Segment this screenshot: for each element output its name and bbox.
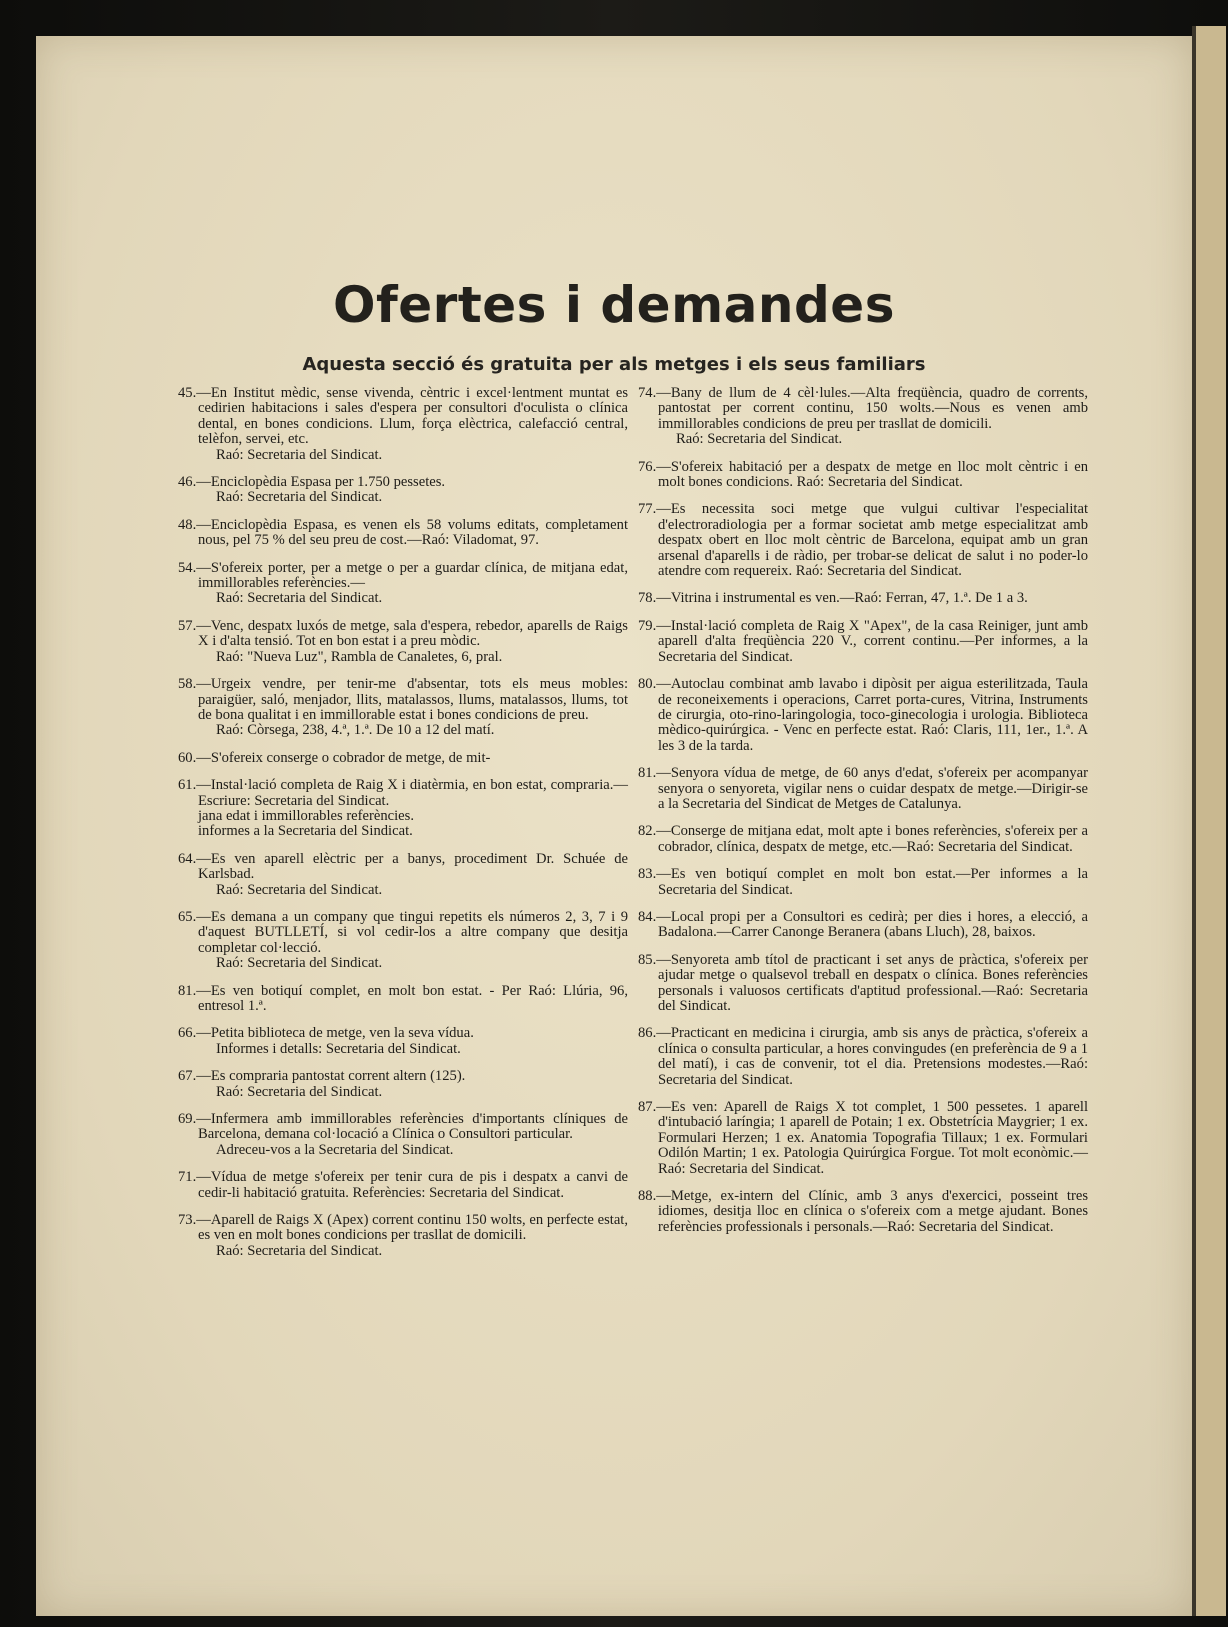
entry-number: 74. [638,385,657,401]
classified-entry [178,1069,628,1100]
classified-entry [178,518,628,549]
classified-entry [638,460,1088,491]
entry-text: —Instal·lació completa de Raig X i diatèrmia, en bon estat, compraria.—Escriure: Secretaria del Sindicat. [196,777,628,809]
entry-contact: Raó: Secretaria del Sindicat. [216,881,383,898]
entry-text: —En Institut mèdic, sense vivenda, cèntric i excel·lentment muntat es cedirien habitacions i sales d'espera per consultori d'oculista o clínica dental, en bones condicions. Llum, força elèctrica, calefacció central, telèfon, servei, etc. [196,385,628,448]
entry-number: 78. [638,590,657,607]
classified-entry [638,619,1088,665]
entry-text: —Metge, ex-intern del Clínic, amb 3 anys d'exercici, posseint tres idiomes, desitja lloc en clínica o s'ofereix com a metge ajudant. Bones referències professionals i personals.—Raó: Secretaria del Sindicat. [656,1188,1088,1235]
entry-number: 65. [178,908,197,925]
classified-entry [178,751,628,766]
classified-entry [178,1112,628,1158]
entry-text: —Es compraria pantostat corrent altern (125). [196,1068,466,1085]
document-page [36,36,1192,1616]
entry-text: —Infermera amb immillorables referències d'importants clíniques de Barcelona, demana col·locació a Clínica o Consultori particular. [196,1111,628,1143]
classified-entry [178,1170,628,1201]
classified-entry [178,910,628,972]
entry-contact: Raó: Secretaria del Sindicat. [216,1083,383,1100]
classified-entry [178,677,628,739]
classified-entry [638,824,1088,855]
right-column [638,386,1088,1247]
entry-contact: Informes i detalls: Secretaria del Sindicat. [216,1040,461,1057]
entry-text: —S'ofereix habitació per a despatx de metge en lloc molt cèntric i en molt bones condicions. Raó: Secretaria del Sindicat. [656,458,1088,491]
entry-text: —Enciclopèdia Espasa, es venen els 58 volums editats, completament nous, pel 75 % del seu preu de cost.—Raó: Viladomat, 97. [196,516,628,549]
entry-number: 88. [638,1188,657,1205]
entry-number: 57. [178,617,197,634]
classified-entry [638,1026,1088,1088]
entry-text: —Es necessita soci metge que vulgui cultivar l'especialitat d'electroradiologia per a formar societat amb metge especialitzat amb despatx obert en lloc molt cèntric de Barcelona, equipat amb un gran arsenal d'aparells i de ràdio, per trobar-se delicat de salut i no poder-lo atendre com requereix. Raó: Secretaria del Sindicat. [656,501,1088,580]
entry-number: 64. [178,850,197,867]
entry-extra-line: jana edat i immillorables referències. [198,807,414,824]
entry-contact: Raó: Secretaria del Sindicat. [676,431,843,448]
entry-text: —S'ofereix conserge o cobrador de metge, de mit- [196,749,491,766]
classified-entry [178,619,628,665]
entry-text: —Venc, despatx luxós de metge, sala d'espera, rebedor, aparells de Raigs X i d'alta tensió. Tot en bon estat i a preu mòdic. [196,617,628,650]
entry-number: 67. [178,1068,197,1085]
entry-text: —Local propi per a Consultori es cedirà; per dies i hores, a elecció, a Badalona.—Carrer Canonge Beranera (abans Lluch), 28, baixos. [656,908,1088,941]
classified-entry [638,591,1088,606]
entry-number: 79. [638,617,657,634]
entry-number: 82. [638,823,657,840]
entry-contact: Raó: Secretaria del Sindicat. [216,489,383,506]
entry-number: 80. [638,676,657,693]
entry-text: —Enciclopèdia Espasa per 1.750 pessetes. [196,474,446,491]
left-column [178,386,628,1271]
classified-entry [638,386,1088,448]
classified-entry [638,766,1088,812]
entry-text: —Vitrina i instrumental es ven.—Raó: Ferran, 47, 1.ª. De 1 a 3. [656,590,1028,607]
classified-entry [638,1189,1088,1235]
classified-entry [178,778,628,840]
entry-text: —S'ofereix porter, per a metge o per a guardar clínica, de mitjana edat, immillorables referències.— [196,559,628,592]
entry-text: —Bany de llum de 4 cèl·lules.—Alta freqüència, quadro de corrents, pantostat per corrent continu, 150 wolts.—Nous es venen amb immillorables condicions de preu per trasllat de domicili. [656,385,1088,432]
entry-contact: Raó: Secretaria del Sindicat. [216,1242,383,1259]
classified-entry [178,561,628,607]
entry-number: 85. [638,951,657,968]
entry-contact: Raó: Secretaria del Sindicat. [216,590,383,607]
classified-entry [178,852,628,898]
entry-number: 81. [638,765,657,782]
classified-entry [638,953,1088,1015]
entry-number: 84. [638,908,657,925]
adjacent-page-edge [1192,26,1226,1616]
entry-number: 76. [638,458,657,475]
classified-entry [638,677,1088,754]
entry-contact: Raó: Secretaria del Sindicat. [216,955,383,972]
entry-text: —Instal·lació completa de Raig X "Apex", de la casa Reiniger, junt amb aparell d'alta freqüència 220 V., corrent continu.—Per informes, a la Secretaria del Sindicat. [656,617,1088,665]
entry-contact: Adreceu-vos a la Secretaria del Sindicat. [216,1141,454,1158]
entry-text: —Aparell de Raigs X (Apex) corrent continu 150 wolts, en perfecte estat, es ven en molt bones condicions per trasllat de domicili. [196,1212,628,1244]
entry-number: 60. [178,749,197,766]
classified-entry [638,867,1088,898]
entry-number: 81. [178,982,197,999]
entry-contact: Raó: "Nueva Luz", Rambla de Canaletes, 6, pral. [216,648,503,665]
entry-number: 83. [638,866,657,883]
entry-text: —Conserge de mitjana edat, molt apte i bones referències, s'ofereix per a cobrador, clínica, despatx de metge, etc.—Raó: Secretaria del Sindicat. [656,823,1088,855]
entry-number: 46. [178,474,197,491]
entry-extra-line: informes a la Secretaria del Sindicat. [198,823,413,840]
classified-entry [178,475,628,506]
entry-text: —Autoclau combinat amb lavabo i dipòsit per aigua esterilitzada, Taula de reconeixements i operacions, Carret porta-cures, Vitrina, Instruments de cirurgia, oto-rino-laringologia, toco-ginecologia i urologia. Biblioteca mèdico-quirúrgica. - Venc en perfecte estat. Raó: Claris, 111, 1er., 1.ª. A les 3 de la tarda. [656,676,1088,754]
entry-number: 87. [638,1099,657,1116]
entry-text: —Es ven aparell elèctric per a banys, procediment Dr. Schuée de Karlsbad. [196,850,628,883]
entry-number: 66. [178,1025,197,1042]
entry-contact: Raó: Còrsega, 238, 4.ª, 1.ª. De 10 a 12 del matí. [216,722,495,739]
entry-text: —Senyora vídua de metge, de 60 anys d'edat, s'ofereix per acompanyar senyora o senyoreta, vigilar nens o cuidar despatx de metge.—Dirigir-se a la Secretaria del Sindicat de Metges de Catalunya. [656,765,1088,812]
entry-number: 69. [178,1111,197,1128]
entry-number: 54. [178,559,197,576]
entry-text: —Petita biblioteca de metge, ven la seva vídua. [196,1025,474,1042]
entry-number: 77. [638,501,657,518]
classified-entry [178,984,628,1015]
classified-entry [638,502,1088,579]
classified-entry [178,1026,628,1057]
entry-number: 45. [178,385,197,401]
entry-contact: Raó: Secretaria del Sindicat. [216,446,383,463]
entry-text: —Vídua de metge s'ofereix per tenir cura de pis i despatx a canvi de cedir-li habitació gratuita. Referències: Secretaria del Sindicat. [196,1169,628,1201]
classified-entry [178,1213,628,1259]
entry-text: —Es ven botiquí complet en molt bon estat.—Per informes a la Secretaria del Sindicat. [656,866,1088,898]
entry-number: 58. [178,676,197,693]
classified-entry [638,1100,1088,1177]
entry-number: 61. [178,777,197,794]
classified-entry [638,910,1088,941]
entry-text: —Urgeix vendre, per tenir-me d'absentar, tots els meus mobles: paraigüer, saló, menjador, llits, matalassos, llums, matalassos, llums, tot de bona qualitat i en immillorable estat i bones condicions de preu. [196,676,628,723]
classified-entry [178,386,628,463]
entry-text: —Es ven botiquí complet, en molt bon estat. - Per Raó: Llúria, 96, entresol 1.ª. [196,982,628,1014]
entry-number: 48. [178,516,197,533]
entry-text: —Senyoreta amb títol de practicant i set anys de pràctica, s'ofereix per ajudar metge o qualsevol treball en despatx o clínica. Bones referències personals i valuosos certificats d'aptitud professional.—Raó: Secretaria del Sindicat. [656,951,1088,1014]
entry-text: —Es demana a un company que tingui repetits els números 2, 3, 7 i 9 d'aquest BUTLLETÍ, si vol cedir-los a altre company que desitja completar col·lecció. [196,908,628,956]
entry-number: 86. [638,1025,657,1042]
page-title: Ofertes i demandes [333,276,895,334]
entry-text: —Es ven: Aparell de Raigs X tot complet, 1 500 pessetes. 1 aparell d'intubació laríngia; 1 aparell de Potain; 1 ex. Obstetrícia Maygrier; 1 ex. Formulari Herzen; 1 ex. Anatomia Topografia Tillaux; 1 ex. Formulari Odilón Martin; 1 ex. Patologia Quirúrgica Forgue. Tot molt econòmic.—Raó: Secretaria del Sindicat. [656,1099,1088,1177]
page-subtitle: Aquesta secció és gratuita per als metges i els seus familiars [302,354,926,375]
entry-number: 73. [178,1212,197,1229]
entry-text: —Practicant en medicina i cirurgia, amb sis anys de pràctica, s'ofereix a clínica o consulta particular, a hores convingudes (en preferència de 9 a 1 del matí), i cas de convenir, tot el dia. Pretensions modestes.—Raó: Secretaria del Sindicat. [656,1025,1088,1088]
entry-number: 71. [178,1169,197,1186]
